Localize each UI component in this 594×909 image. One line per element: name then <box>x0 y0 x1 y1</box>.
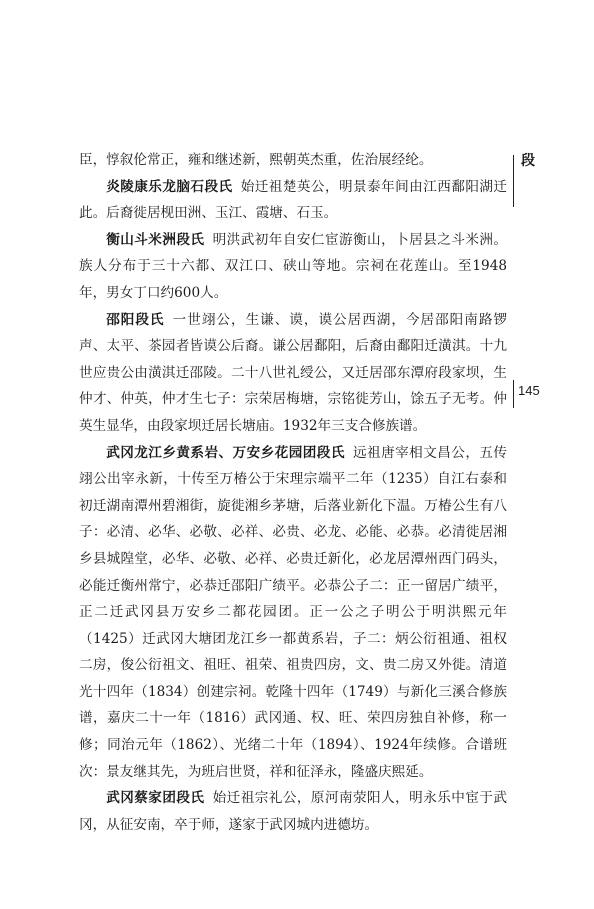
section-marker: 段 <box>521 153 535 169</box>
paragraph-wugang-caijia-duan <box>79 785 507 838</box>
margin-rule-top <box>513 155 514 207</box>
paragraph-text: 始迁祖楚英公，明景泰年间由江西鄱阳湖迁此。后裔徙居枧田洲、玉江、霞塘、石玉。 <box>79 178 508 222</box>
page-number: 145 <box>518 383 540 398</box>
clan-heading: 武冈龙江乡黄系岩、万安乡花园团段氏 <box>106 444 345 461</box>
paragraph-yanling-duan <box>79 174 507 227</box>
margin-rule-bottom <box>513 380 514 408</box>
paragraph-text: 臣，惇叙伦常正，雍和继述新，熙朝英杰重，佐治展经纶。 <box>79 152 433 168</box>
paragraph-text: 始迁祖宗礼公，原河南荥阳人，明永乐中宦于武冈，从征安南，卒于师，遂家于武冈城内进德坊。 <box>79 790 508 833</box>
body-text <box>79 147 507 838</box>
clan-heading: 邵阳段氏 <box>106 311 165 328</box>
paragraph-continuation <box>79 147 507 174</box>
clan-heading: 衡山斗米洲段氏 <box>106 231 205 248</box>
paragraph-hengshan-duan <box>79 227 507 307</box>
clan-heading: 炎陵康乐龙脑石段氏 <box>106 178 233 195</box>
paragraph-wugang-longjiang-duan <box>79 440 507 786</box>
paragraph-text: 远祖唐宰相文昌公，五传翊公出宰永新，十传至万椿公于宋理宗端平二年（1235）自江右泰和初迁湖南潭州碧湘街，旋徙湘乡茅塘，后落业新化下温。万椿公生有八子：必清、必华、必敬、必祥、必贵、必龙、必能、必恭。必清徙居湘乡县城隍堂，必华、必敬、必祥、必贵迁新化，必龙居潭州西门码头，必能迁衡州常宁，必恭迁邵阳广绩平。必恭公子二：正一留居广绩平，正二迁武冈县万安乡二都花园团。正一公之子明公于明洪熙元年（1425）迁武冈大塘团龙江乡一都黄系岩，子二：炳公衍祖通、祖权二房，俊公衍祖文、祖旺、祖荣、祖贵四房，文、贵二房又外徙。清道光十四年（1834）创建宗祠。乾隆十四年（1749）与新化三溪合修族谱，嘉庆二十一年（1816）武冈通、权、旺、荣四房独自补修，称一修；同治元年（1862）、光绪二十年（1894）、1924年续修。合谱班次：景友继其先，为班启世贤，祥和征泽永，隆盛庆熙延。 <box>79 444 508 780</box>
clan-heading: 武冈蔡家团段氏 <box>106 790 205 807</box>
paragraph-shaoyang-duan <box>79 307 507 440</box>
paragraph-text: 明洪武初年自安仁宦游衡山，卜居县之斗米洲。族人分布于三十六都、双江口、硖山等地。宗祠在花莲山。至1948年，男女丁口约600人。 <box>79 231 508 301</box>
paragraph-text: 一世翊公，生谦、谟，谟公居西湖，今居邵阳南路锣声、太平、茶园者皆谟公后裔。谦公居鄱阳，后裔由鄱阳迁潢淇。十九世应贵公由潢淇迁邵陵。二十八世礼绶公，又迁居邵东潭府段家坝，生仲才、仲英，仲才生七子：宗荣居梅塘，宗铭徙芳山，馀五子无考。仲英生显华，由段家坝迁居长塘庙。1932年三支合修族谱。 <box>79 311 508 434</box>
